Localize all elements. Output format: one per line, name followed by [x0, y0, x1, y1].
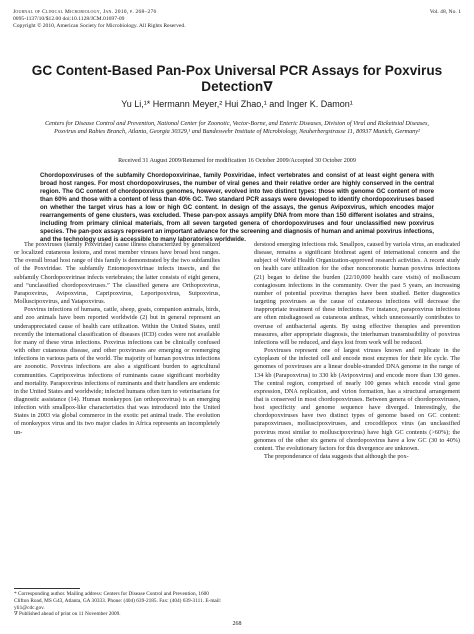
- body-paragraph: Poxviruses represent one of largest viruses known and replicate in the cytoplasm of the infected cell and encode most enzymes for their life cycle. The genomes of poxviruses are a linear double-stranded DNA genome in the range of 134 kb (Parapoxvirus) to 330 kb (Avipoxvirus) and encode more than 130 genes. The central region, comprised of nearly 100 genes which encode viral gene expression, DNA replication, and virion formation, has a structural arrangement that is conserved in most chordopoxviruses. Between genera of chordopoxviruses, host specificity and genome sequence have diverged. Interestingly, the chordopoxviruses have two distinct types of genome based on GC content: parapoxviruses, molluscipoxviruses, and crocodilepox virus (an unclassified poxvirus most similar to molluscipoxvirus) have high GC contents (>60%); the genomes of the other six genera of chordopoxvirus have a low GC (30 to 40%) content. The evolutionary factors for this divergence are unknown.: [254, 347, 460, 452]
- footnote-divider: [14, 588, 80, 589]
- journal-citation: Journal of Clinical Microbiology, Jan. 2010, p. 268–276: [13, 9, 157, 15]
- abstract: Chordopoxviruses of the subfamily Chordopoxvirinae, family Poxviridae, infect vertebrates and consist of at least eight genera with broad host ranges. For most chordopoxviruses, the number of viral genes and their relative order are highly conserved in the central region. The GC content of chordopoxvirus genomes, however, evolved into two distinct types: those with genome GC content of more than 60% and those with a content of less than 40% GC. Two standard PCR assays were developed to identify chordopoxviruses based on whether the target virus has a low or high GC content. In design of the assays, the genus Avipoxvirus, which encodes major rearrangements of gene clusters, was excluded. These pan-pox assays amplify DNA from more than 150 different isolates and strains, including from primary clinical materials, from all seven targeted genera of chordopoxviruses and four unclassified new poxvirus species. The pan-pox assays represent an important advance for the screening and diagnosis of human and animal poxvirus infections, and the technology used is accessible to many laboratories worldwide.: [40, 172, 434, 243]
- body-paragraph: The poxviruses (family Poxviridae) cause illness characterized by generalized or localized cutaneous lesions, and most member viruses have broad host ranges. The overall broad host range of this family is demonstrated by the two subfamilies of the Poxviridae. The subfamily Entomopoxvirinae infects insects, and the subfamily Chordopoxvirinae infects vertebrates; the latter consists of eight genera, and “unclassified chordopoxviruses.” The classified genera are Orthopoxvirus, Parapoxvirus, Avipoxvirus, Capripoxvirus, Leporipoxvirus, Suipoxvirus, Molluscipoxvirus, and Yatapoxvirus.: [14, 241, 220, 306]
- volume-issue: Vol. 48, No. 1: [429, 9, 461, 15]
- body-column-left: [14, 241, 220, 437]
- corresponding-author-note: * Corresponding author. Mailing address: Centers for Disease Control and Prevention, 1600 Clifton Road, MS G43, Atlanta, GA 30333. Phone: (404) 639-2185. Fax: (404) 639-3111. E-mail: yli1@cdc.gov.: [14, 591, 222, 611]
- submission-dates: Received 31 August 2009/Returned for modification 16 October 2009/Accepted 30 October 2009: [118, 158, 356, 164]
- author-affiliations: Centers for Disease Control and Prevention, National Center for Zoonotic, Vector-Borne, and Enteric Diseases, Division of Viral and Rickettsial Diseases, Poxvirus and Rabies Branch, Atlanta, Georgia 30329,¹ and Bundeswehr Institute of Microbiology, Neuherbergstrasse 11, 80937 Munich, Germany²: [45, 120, 429, 135]
- footnotes: [14, 591, 222, 618]
- copyright-line: Copyright © 2010, American Society for Microbiology. All Rights Reserved.: [13, 23, 186, 30]
- issn-doi: 0095-1137/10/$12.00 doi:10.1128/JCM.01697-09: [13, 16, 125, 23]
- article-title: GC Content-Based Pan-Pox Universal PCR Assays for Poxvirus Detection∇: [31, 63, 443, 94]
- author-list: Yu Li,¹* Hermann Meyer,² Hui Zhao,¹ and Inger K. Damon¹: [121, 99, 353, 109]
- body-paragraph: derstood emerging infectious risk. Smallpox, caused by variola virus, an eradicated disease, remains a significant biothreat agent of international concern and the subject of World Health Organization-approved research activities. A recent study on health care utilization for the other noncoronotic human poxvirus infections (21) began to define the burden (22/10,000 health care visits) of molluscum contagiosum infections in the community. Over the past 5 years, an increasing number of potential poxvirus therapies have been studied. Better diagnostics targeting poxviruses as the cause of cutaneous infections will decrease the inappropriate treatment of these infections. For instance, parapoxvirus infections are often misdiagnosed as cutaneous anthrax, which unnecessarily contributes to overuse of antibacterial agents. By using effective therapies and prevention measures, after appropriate diagnosis, the interhuman transmissibility of poxvirus infections will be reduced, and days lost from work will be reduced.: [254, 241, 460, 346]
- publication-note: ∇ Published ahead of print on 11 November 2009.: [14, 611, 121, 618]
- body-paragraph: The preponderance of data suggests that although the pox-: [264, 453, 409, 461]
- body-paragraph: Poxvirus infections of humans, cattle, sheep, goats, companion animals, birds, and zoo animals have been reported worldwide (2) but in general represent an underappreciated cause of health care utilization. Within the United States, until recently the international classification of diseases (ICD) codes were not available for many of these virus infections. Poxvirus infections can be clinically confused with other cutaneous disease, and other poxviruses are emerging or reemerging infections in various parts of the world. The majority of human poxvirus infections are zoonotic. Poxvirus infections are also a significant burden to agricultural communities. Capripoxvirus infections of ruminants cause significant morbidity and mortality. Parapoxvirus infections of ruminants and their handlers are endemic in the United States and worldwide; infected humans often turn to veterinarians for diagnostic assistance (14). Human monkeypox (an orthopoxvirus) is an emerging infection with smallpox-like characteristics that was introduced into the United States in 2003 via global commerce in the exotic pet animal trade. The evolution of monkeypox virus and its two major clades in Africa represents an incompletely un-: [14, 306, 220, 436]
- page-number: 268: [232, 621, 242, 627]
- body-column-right: [254, 241, 460, 461]
- journal-header: [13, 9, 343, 30]
